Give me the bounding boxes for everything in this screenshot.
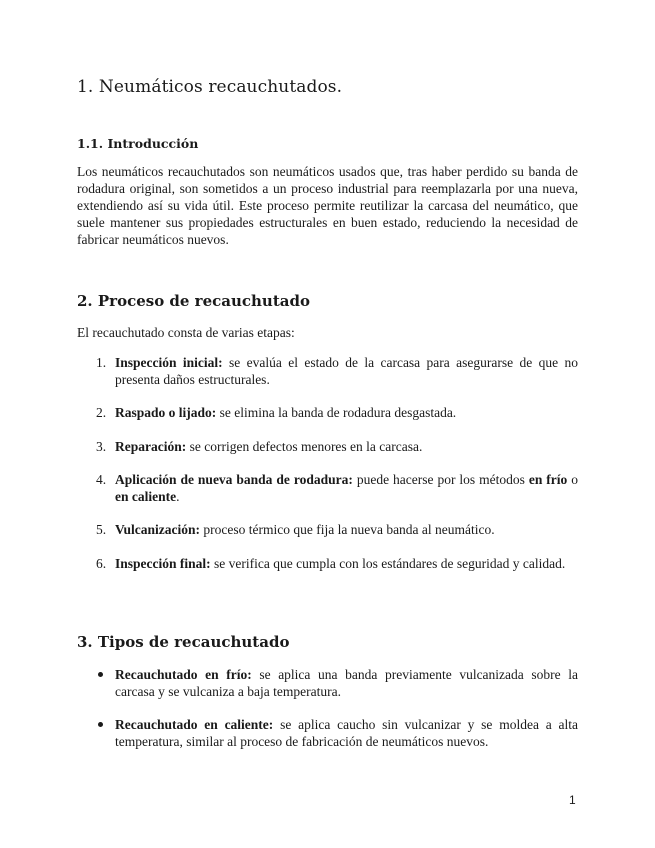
list-number: 3.	[96, 439, 107, 454]
step-text-end: .	[176, 489, 180, 504]
type-text: se aplica una banda previamente vulcanizada sobre la carcasa y se vulcaniza a baja temperatura.	[115, 667, 578, 699]
bullet-icon	[98, 672, 103, 677]
intro-paragraph: Los neumáticos recauchutados son neumáticos usados que, tras haber perdido su banda de rodadura original, son sometidos a un proceso industrial para reemplazarla por una nueva, extendiendo así su vida útil. Este proceso permite reutilizar la carcasa del neumático, que suele mantener sus propiedades estructurales en buen estado, reduciendo la necesidad de fabricar neumáticos nuevos.	[77, 164, 578, 247]
step-term: Reparación:	[115, 439, 187, 454]
section-1-title: 1. Neumáticos recauchutados.	[77, 77, 343, 97]
type-text: se aplica caucho sin vulcanizar y se moldea a alta temperatura, similar al proceso de fabricación de neumáticos nuevos.	[115, 717, 578, 749]
step-text: se elimina la banda de rodadura desgastada.	[216, 405, 457, 420]
step-emphasis-hot: en caliente	[115, 489, 177, 504]
type-term: Recauchutado en frío:	[115, 667, 252, 682]
step-text-conjunction: o	[567, 472, 578, 487]
list-number: 4.	[96, 472, 107, 487]
step-text: proceso térmico que fija la nueva banda al neumático.	[200, 522, 495, 537]
step-term: Aplicación de nueva banda de rodadura:	[115, 472, 353, 487]
section-2-title: 2. Proceso de recauchutado	[77, 292, 310, 310]
step-text: se verifica que cumpla con los estándares de seguridad y calidad.	[210, 556, 566, 571]
step-term: Inspección inicial:	[115, 355, 223, 370]
step-text: se evalúa el estado de la carcasa para asegurarse de que no presenta daños estructurales.	[115, 355, 578, 387]
list-number: 2.	[96, 405, 107, 420]
list-number: 6.	[96, 556, 107, 571]
list-number: 5.	[96, 522, 107, 537]
section-3-title: 3. Tipos de recauchutado	[77, 633, 290, 651]
bullet-icon	[98, 722, 103, 727]
type-term: Recauchutado en caliente:	[115, 717, 274, 732]
step-text: puede hacerse por los métodos	[352, 472, 529, 487]
page-number: 1	[569, 793, 576, 807]
section-2-intro: El recauchutado consta de varias etapas:	[77, 325, 295, 340]
step-text: se corrigen defectos menores en la carcasa.	[186, 439, 423, 454]
step-term: Raspado o lijado:	[115, 405, 217, 420]
list-number: 1.	[96, 355, 107, 370]
step-emphasis-cold: en frío	[528, 472, 568, 487]
step-term: Inspección final:	[115, 556, 211, 571]
section-1-1-title: 1.1. Introducción	[77, 136, 199, 151]
step-term: Vulcanización:	[115, 522, 201, 537]
